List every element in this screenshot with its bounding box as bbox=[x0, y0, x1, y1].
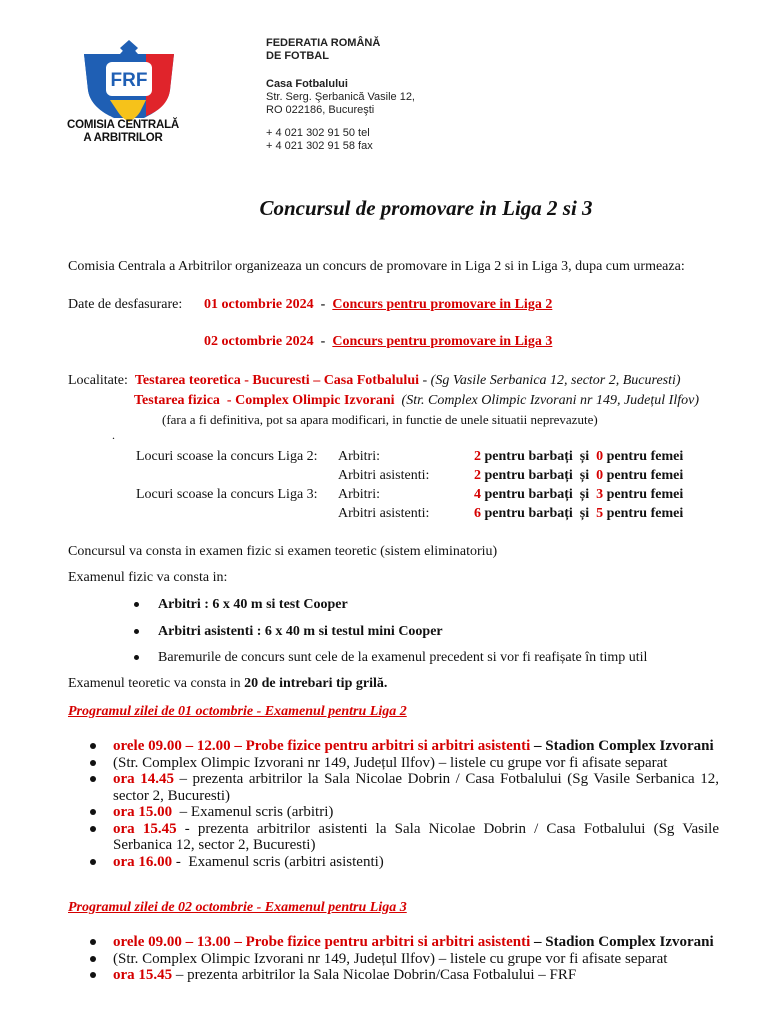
liga2-places-label: Locuri scoase la concurs Liga 2: bbox=[136, 449, 318, 464]
logo-caption-line1: COMISIA CENTRALĂ bbox=[66, 119, 179, 131]
location-line-2 bbox=[134, 392, 699, 409]
city-address: RO 022186, Bucureşti bbox=[266, 104, 375, 116]
fax-number: + 4 021 302 91 58 fax bbox=[266, 140, 373, 152]
men-count: 2 bbox=[474, 449, 481, 464]
physical-exam-list bbox=[134, 596, 348, 613]
location-line-1 bbox=[68, 372, 681, 389]
date-line-2: 02 octombrie 2024 - Concurs pentru promovare in Liga 3 bbox=[204, 334, 553, 349]
location-note: (fara a fi definitiva, pot sa apara modificari, in functie de unele situatii neprevazute) bbox=[162, 412, 598, 427]
location-label: Localitate: bbox=[68, 373, 128, 388]
physical-exam-intro: Examenul fizic va consta in: bbox=[68, 570, 228, 585]
date-1-description: Concurs pentru promovare in Liga 2 bbox=[332, 297, 553, 312]
men-count: 4 bbox=[474, 487, 481, 502]
places-row-4-role: Arbitri asistenti: bbox=[338, 506, 430, 521]
org-name-line2: DE FOTBAL bbox=[266, 50, 329, 62]
places-row-2-counts: 2 pentru barbați și 0 pentru femei bbox=[474, 468, 684, 483]
document-title: Concursul de promovare in Liga 2 si 3 bbox=[259, 196, 593, 220]
places-row-3-counts: 4 pentru barbați și 3 pentru femei bbox=[474, 487, 684, 502]
list-item: ora 15.00 – Examenul scris (arbitri) bbox=[68, 804, 719, 821]
stray-dot: . bbox=[112, 428, 115, 442]
list-item: ora 16.00 - Examenul scris (arbitri asistenti) bbox=[68, 854, 719, 871]
list-item: ora 15.45 – prezenta arbitrilor la Sala Nicolae Dobrin/Casa Fotbalului – FRF bbox=[68, 967, 719, 984]
list-item: Baremurile de concurs sunt cele de la examenul precedent si vor fi reafișate în timp util bbox=[134, 649, 647, 666]
theory-address: - (Sg Vasile Serbanica 12, sector 2, Bucuresti) bbox=[419, 373, 681, 388]
list-item: (Str. Complex Olimpic Izvorani nr 149, Județul Ilfov) – listele cu grupe vor fi afisate separat bbox=[68, 951, 719, 968]
dates-label: Date de desfasurare: bbox=[68, 297, 183, 312]
letterhead bbox=[266, 37, 415, 153]
men-count: 6 bbox=[474, 506, 481, 521]
places-row-1-role: Arbitri: bbox=[338, 449, 380, 464]
places-row-1-counts: 2 pentru barbați și 0 pentru femei bbox=[474, 449, 684, 464]
logo-badge-text: FRF bbox=[110, 70, 148, 91]
list-item: (Str. Complex Olimpic Izvorani nr 149, Județul Ilfov) – listele cu grupe vor fi afisate separat bbox=[68, 755, 719, 772]
theory-location: Testarea teoretica - Bucuresti – Casa Fotbalului bbox=[134, 373, 419, 388]
liga3-places-label: Locuri scoase la concurs Liga 3: bbox=[136, 487, 318, 502]
program-day1-list bbox=[68, 738, 719, 870]
org-name-line1: FEDERATIA ROMÂNĂ bbox=[266, 37, 381, 49]
street-address: Str. Serg. Şerbanică Vasile 12, bbox=[266, 91, 415, 103]
list-item: Arbitri : 6 x 40 m si test Cooper bbox=[134, 596, 348, 613]
women-count: 3 bbox=[596, 487, 604, 502]
intro-paragraph: Comisia Centrala a Arbitrilor organizeaza un concurs de promovare in Liga 2 si in Liga 3, dupa cum urmeaza: bbox=[68, 259, 685, 274]
list-item: orele 09.00 – 12.00 – Probe fizice pentru arbitri si arbitri asistenti – Stadion Complex Izvorani bbox=[68, 738, 719, 755]
date-line-1: 01 octombrie 2024 - Concurs pentru promovare in Liga 2 bbox=[204, 297, 553, 312]
house-name: Casa Fotbalului bbox=[266, 78, 348, 90]
logo-caption-line2: A ARBITRILOR bbox=[83, 132, 163, 144]
physical-address: (Str. Complex Olimpic Izvorani nr 149, Județul Ilfov) bbox=[394, 393, 699, 408]
women-count: 5 bbox=[596, 506, 604, 521]
women-count: 0 bbox=[596, 449, 604, 464]
list-item: ora 15.45 - prezenta arbitrilor asistenti la Sala Nicolae Dobrin / Casa Fotbalului (Sg Vasile Serbanica 12, sector 2, Bucuresti) bbox=[68, 821, 719, 854]
women-count: 0 bbox=[596, 468, 604, 483]
logo-caption bbox=[60, 119, 186, 145]
physical-location: Testarea fizica - Complex Olimpic Izvorani bbox=[134, 393, 395, 408]
date-2-description: Concurs pentru promovare in Liga 3 bbox=[332, 334, 553, 349]
places-row-3-role: Arbitri: bbox=[338, 487, 380, 502]
theory-exam-line: Examenul teoretic va consta in 20 de intrebari tip grilă. bbox=[68, 676, 388, 691]
program-day2-heading: Programul zilei de 02 octombrie - Examenul pentru Liga 3 bbox=[68, 900, 407, 915]
exam-structure: Concursul va consta in examen fizic si examen teoretic (sistem eliminatoriu) bbox=[68, 544, 498, 559]
date-2: 02 octombrie 2024 bbox=[204, 334, 314, 349]
date-1: 01 octombrie 2024 bbox=[204, 297, 314, 312]
places-row-4-counts: 6 pentru barbați și 5 pentru femei bbox=[474, 506, 684, 521]
list-item: ora 14.45 – prezenta arbitrilor la Sala Nicolae Dobrin / Casa Fotbalului (Sg Vasile Serbanica 12, sector 2, Bucuresti) bbox=[68, 771, 719, 804]
program-day2-list bbox=[68, 934, 719, 984]
list-item: orele 09.00 – 13.00 – Probe fizice pentru arbitri si arbitri asistenti – Stadion Complex Izvorani bbox=[68, 934, 719, 951]
places-row-2-role: Arbitri asistenti: bbox=[338, 468, 430, 483]
list-item: Arbitri asistenti : 6 x 40 m si testul mini Cooper bbox=[134, 623, 443, 640]
phone-number: + 4 021 302 91 50 tel bbox=[266, 127, 370, 139]
theory-exam-question-count: 20 de intrebari tip grilă. bbox=[244, 676, 388, 691]
men-count: 2 bbox=[474, 468, 481, 483]
program-day1-heading: Programul zilei de 01 octombrie - Examenul pentru Liga 2 bbox=[68, 704, 407, 719]
